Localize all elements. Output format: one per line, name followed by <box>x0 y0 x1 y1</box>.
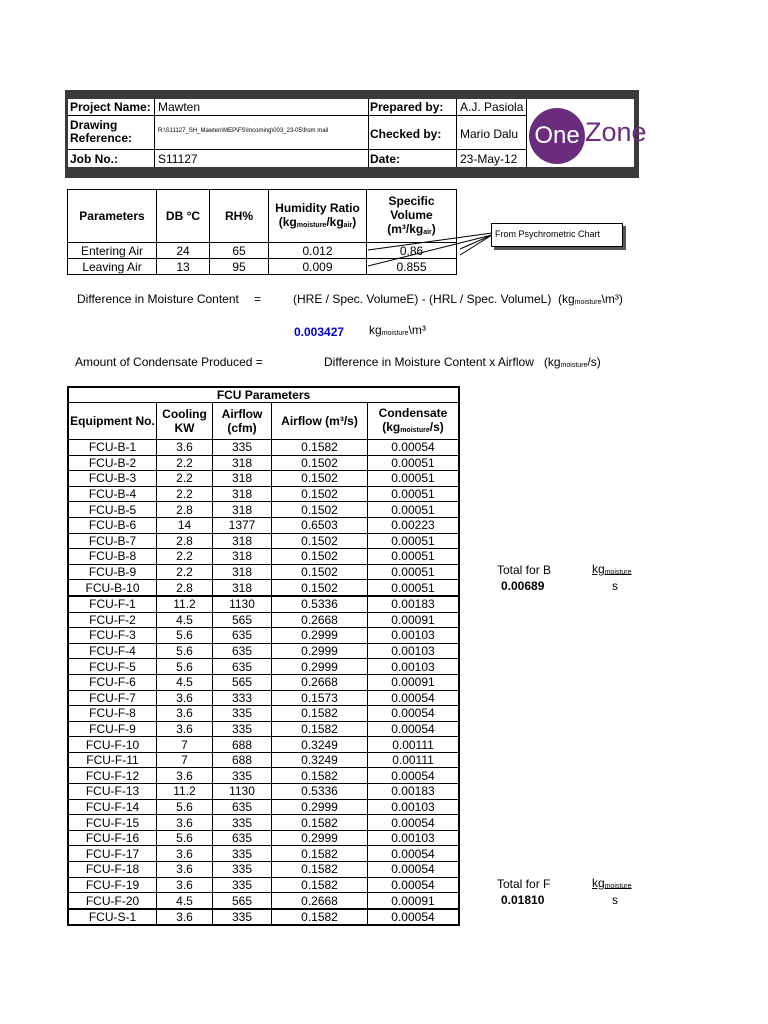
airflow-cfm-cell: 335 <box>213 862 272 878</box>
col-db: DB °C <box>157 190 210 243</box>
airflow-cfm-cell: 318 <box>213 564 272 580</box>
date-label: Date: <box>370 152 401 166</box>
airflow-m3s-cell: 0.1502 <box>272 533 368 549</box>
airflow-m3s-cell: 0.1582 <box>272 877 368 893</box>
col-airflow-m3s: Airflow (m³/s) <box>272 403 368 440</box>
equipment-no-cell: FCU-B-2 <box>68 455 157 471</box>
fcu-row <box>68 893 459 909</box>
cooling-kw-cell: 3.6 <box>157 690 213 706</box>
equals-sign: = <box>254 292 262 306</box>
fcu-row <box>68 706 459 722</box>
cooling-kw-cell: 5.6 <box>157 643 213 659</box>
airflow-cfm-cell: 318 <box>213 471 272 487</box>
airflow-cfm-cell: 635 <box>213 643 272 659</box>
fcu-row <box>68 486 459 502</box>
equipment-no-cell: FCU-F-14 <box>68 799 157 815</box>
equipment-no-cell: FCU-F-17 <box>68 846 157 862</box>
equipment-no-cell: FCU-F-11 <box>68 752 157 768</box>
airflow-m3s-cell: 0.2668 <box>272 612 368 628</box>
total-f-unit-denominator: s <box>612 893 618 907</box>
condensate-cell: 0.00111 <box>368 737 460 753</box>
equipment-no-cell: FCU-B-7 <box>68 533 157 549</box>
total-b-label: Total for B <box>497 563 552 577</box>
airflow-m3s-cell: 0.1502 <box>272 564 368 580</box>
equipment-no-cell: FCU-F-18 <box>68 862 157 878</box>
equipment-no-cell: FCU-B-5 <box>68 502 157 518</box>
airflow-m3s-cell: 0.2999 <box>272 659 368 675</box>
checked-by-label: Checked by: <box>370 127 442 141</box>
col-humidity-ratio: Humidity Ratio $(kg_{moisture}/kg_{air})$ <box>269 190 367 243</box>
airflow-m3s-cell: 0.1582 <box>272 909 368 926</box>
cooling-kw-cell: 11.2 <box>157 596 213 612</box>
fcu-row <box>68 471 459 487</box>
drawing-reference-label: Drawing Reference: <box>70 118 133 145</box>
condensate-cell: 0.00054 <box>368 768 460 784</box>
col-equipment-no: Equipment No. <box>68 403 157 440</box>
project-name-label: Project Name: <box>70 100 151 114</box>
job-no-value: S11127 <box>158 152 198 166</box>
condensate-label: Amount of Condensate Produced = <box>75 355 263 369</box>
cooling-kw-cell: 5.6 <box>157 830 213 846</box>
condensate-cell: 0.00183 <box>368 596 460 612</box>
equipment-no-cell: FCU-B-10 <box>68 580 157 596</box>
cooling-kw-cell: 4.5 <box>157 674 213 690</box>
equipment-no-cell: FCU-B-3 <box>68 471 157 487</box>
fcu-row <box>68 830 459 846</box>
equipment-no-cell: FCU-F-6 <box>68 674 157 690</box>
airflow-m3s-cell: 0.5336 <box>272 596 368 612</box>
equipment-no-cell: FCU-F-13 <box>68 784 157 800</box>
equipment-no-cell: FCU-F-9 <box>68 721 157 737</box>
airflow-m3s-cell: 0.1502 <box>272 455 368 471</box>
airflow-cfm-cell: 333 <box>213 690 272 706</box>
airflow-cfm-cell: 318 <box>213 455 272 471</box>
airflow-cfm-cell: 318 <box>213 549 272 565</box>
airflow-cfm-cell: 335 <box>213 909 272 926</box>
cooling-kw-cell: 2.2 <box>157 549 213 565</box>
prepared-by-value: A.J. Pasiola <box>460 100 524 114</box>
fcu-row <box>68 815 459 831</box>
equipment-no-cell: FCU-F-16 <box>68 830 157 846</box>
fcu-row <box>68 877 459 893</box>
airflow-m3s-cell: 0.2999 <box>272 799 368 815</box>
fcu-row <box>68 674 459 690</box>
airflow-cfm-cell: 635 <box>213 659 272 675</box>
fcu-row <box>68 846 459 862</box>
airflow-cfm-cell: 318 <box>213 580 272 596</box>
condensate-cell: 0.00051 <box>368 502 460 518</box>
airflow-m3s-cell: 0.1582 <box>272 862 368 878</box>
date-value: 23-May-12 <box>460 152 518 166</box>
fcu-row <box>68 517 459 533</box>
airflow-cfm-cell: 335 <box>213 440 272 456</box>
condensate-cell: 0.00054 <box>368 862 460 878</box>
condensate-cell: 0.00054 <box>368 690 460 706</box>
fcu-row <box>68 628 459 644</box>
cooling-kw-cell: 3.6 <box>157 877 213 893</box>
condensate-cell: 0.00054 <box>368 909 460 926</box>
leaving-air-row: Leaving Air 13 95 0.009 0.855 <box>68 259 457 275</box>
fcu-row <box>68 455 459 471</box>
condensate-cell: 0.00103 <box>368 628 460 644</box>
project-name-value: Mawten <box>158 100 201 114</box>
equipment-no-cell: FCU-F-12 <box>68 768 157 784</box>
airflow-m3s-cell: 0.1582 <box>272 440 368 456</box>
moisture-content-label: Difference in Moisture Content <box>77 292 239 306</box>
airflow-cfm-cell: 335 <box>213 768 272 784</box>
cooling-kw-cell: 3.6 <box>157 721 213 737</box>
airflow-m3s-cell: 0.1582 <box>272 721 368 737</box>
equipment-no-cell: FCU-F-19 <box>68 877 157 893</box>
fcu-parameters-table <box>67 386 460 926</box>
equipment-no-cell: FCU-F-1 <box>68 596 157 612</box>
airflow-cfm-cell: 335 <box>213 721 272 737</box>
fcu-table-title: FCU Parameters <box>68 387 459 403</box>
condensate-cell: 0.00051 <box>368 580 460 596</box>
fcu-row <box>68 752 459 768</box>
total-b-unit: $kg_{moisture}$ <box>592 562 632 576</box>
cooling-kw-cell: 3.6 <box>157 909 213 926</box>
condensate-cell: 0.00054 <box>368 440 460 456</box>
airflow-m3s-cell: 0.1502 <box>272 580 368 596</box>
equipment-no-cell: FCU-F-2 <box>68 612 157 628</box>
equipment-no-cell: FCU-F-8 <box>68 706 157 722</box>
total-f-label: Total for F <box>497 877 551 891</box>
equipment-no-cell: FCU-S-1 <box>68 909 157 926</box>
airflow-cfm-cell: 688 <box>213 752 272 768</box>
equipment-no-cell: FCU-F-4 <box>68 643 157 659</box>
job-no-label: Job No.: <box>70 152 118 166</box>
airflow-m3s-cell: 0.3249 <box>272 737 368 753</box>
fcu-row <box>68 862 459 878</box>
cooling-kw-cell: 2.2 <box>157 471 213 487</box>
condensate-cell: 0.00054 <box>368 706 460 722</box>
total-f-unit: $kg_{moisture}$ <box>592 876 632 890</box>
fcu-row <box>68 533 459 549</box>
airflow-cfm-cell: 335 <box>213 877 272 893</box>
condensate-cell: 0.00054 <box>368 846 460 862</box>
fcu-row <box>68 440 459 456</box>
airflow-m3s-cell: 0.1582 <box>272 815 368 831</box>
airflow-cfm-cell: 565 <box>213 674 272 690</box>
fcu-row <box>68 721 459 737</box>
airflow-m3s-cell: 0.2668 <box>272 674 368 690</box>
cooling-kw-cell: 2.2 <box>157 564 213 580</box>
condensate-cell: 0.00051 <box>368 455 460 471</box>
col-rh: RH% <box>210 190 269 243</box>
drawing-reference-value: R:\S11127_SH_Mawten\MEP\FS\Incoming\003_23-05\from mail <box>158 128 329 134</box>
airflow-cfm-cell: 688 <box>213 737 272 753</box>
fcu-row <box>68 909 459 926</box>
fcu-row <box>68 564 459 580</box>
airflow-m3s-cell: 0.1502 <box>272 549 368 565</box>
cooling-kw-cell: 3.6 <box>157 440 213 456</box>
equipment-no-cell: FCU-B-9 <box>68 564 157 580</box>
fcu-row <box>68 580 459 596</box>
airflow-m3s-cell: 0.1502 <box>272 486 368 502</box>
checked-by-value: Mario Dalu <box>460 127 519 141</box>
logo-circle: One <box>529 108 585 164</box>
condensate-cell: 0.00103 <box>368 799 460 815</box>
condensate-cell: 0.00111 <box>368 752 460 768</box>
total-b-value: 0.00689 <box>501 579 545 593</box>
fcu-row <box>68 799 459 815</box>
fcu-row <box>68 784 459 800</box>
cooling-kw-cell: 2.8 <box>157 533 213 549</box>
airflow-m3s-cell: 0.1573 <box>272 690 368 706</box>
condensate-cell: 0.00183 <box>368 784 460 800</box>
cooling-kw-cell: 7 <box>157 752 213 768</box>
airflow-cfm-cell: 1377 <box>213 517 272 533</box>
airflow-cfm-cell: 635 <box>213 628 272 644</box>
condensate-cell: 0.00091 <box>368 612 460 628</box>
total-b-unit-denominator: s <box>612 579 618 593</box>
airflow-cfm-cell: 335 <box>213 706 272 722</box>
airflow-cfm-cell: 335 <box>213 815 272 831</box>
condensate-cell: 0.00091 <box>368 893 460 909</box>
fcu-table-body <box>68 440 459 926</box>
airflow-cfm-cell: 635 <box>213 799 272 815</box>
cooling-kw-cell: 7 <box>157 737 213 753</box>
airflow-m3s-cell: 0.3249 <box>272 752 368 768</box>
col-parameters: Parameters <box>68 190 157 243</box>
cooling-kw-cell: 2.2 <box>157 486 213 502</box>
cooling-kw-cell: 3.6 <box>157 815 213 831</box>
fcu-row <box>68 502 459 518</box>
equipment-no-cell: FCU-B-8 <box>68 549 157 565</box>
equipment-no-cell: FCU-F-15 <box>68 815 157 831</box>
airflow-m3s-cell: 0.1582 <box>272 768 368 784</box>
fcu-row <box>68 612 459 628</box>
onezone-logo <box>525 104 647 166</box>
cooling-kw-cell: 5.6 <box>157 659 213 675</box>
condensate-cell: 0.00103 <box>368 643 460 659</box>
airflow-m3s-cell: 0.1582 <box>272 846 368 862</box>
fcu-row <box>68 643 459 659</box>
col-cooling-kw: Cooling KW <box>157 403 213 440</box>
condensate-cell: 0.00051 <box>368 471 460 487</box>
col-airflow-cfm: Airflow (cfm) <box>213 403 272 440</box>
col-specific-volume: Specific Volume $(m^3/kg_{air})$ <box>367 190 457 243</box>
airflow-m3s-cell: 0.6503 <box>272 517 368 533</box>
equipment-no-cell: FCU-B-6 <box>68 517 157 533</box>
equipment-no-cell: FCU-F-3 <box>68 628 157 644</box>
airflow-m3s-cell: 0.1502 <box>272 471 368 487</box>
equipment-no-cell: FCU-F-20 <box>68 893 157 909</box>
psychrometric-arrows <box>360 225 500 275</box>
airflow-m3s-cell: 0.2668 <box>272 893 368 909</box>
airflow-cfm-cell: 318 <box>213 533 272 549</box>
entering-air-row: Entering Air 24 65 0.012 0.86 <box>68 243 457 259</box>
airflow-m3s-cell: 0.5336 <box>272 784 368 800</box>
equipment-no-cell: FCU-F-10 <box>68 737 157 753</box>
prepared-by-label: Prepared by: <box>370 100 444 114</box>
airflow-m3s-cell: 0.2999 <box>272 830 368 846</box>
moisture-value-unit: $kg_{moisture}\backslash m^3$ <box>369 323 426 337</box>
cooling-kw-cell: 4.5 <box>157 893 213 909</box>
airflow-cfm-cell: 1130 <box>213 784 272 800</box>
airflow-m3s-cell: 0.1582 <box>272 706 368 722</box>
cooling-kw-cell: 3.6 <box>157 768 213 784</box>
airflow-cfm-cell: 1130 <box>213 596 272 612</box>
airflow-m3s-cell: 0.1502 <box>272 502 368 518</box>
equipment-no-cell: FCU-F-7 <box>68 690 157 706</box>
airflow-cfm-cell: 318 <box>213 486 272 502</box>
airflow-cfm-cell: 335 <box>213 846 272 862</box>
condensate-cell: 0.00054 <box>368 721 460 737</box>
airflow-cfm-cell: 635 <box>213 830 272 846</box>
condensate-cell: 0.00054 <box>368 815 460 831</box>
cooling-kw-cell: 3.6 <box>157 862 213 878</box>
cooling-kw-cell: 2.8 <box>157 580 213 596</box>
condensate-cell: 0.00103 <box>368 659 460 675</box>
airflow-m3s-cell: 0.2999 <box>272 628 368 644</box>
airflow-cfm-cell: 318 <box>213 502 272 518</box>
condensate-cell: 0.00223 <box>368 517 460 533</box>
cooling-kw-cell: 14 <box>157 517 213 533</box>
equipment-no-cell: FCU-B-4 <box>68 486 157 502</box>
fcu-row <box>68 737 459 753</box>
condensate-formula: Difference in Moisture Content x Airflow $(kg_{moisture}/s)$ <box>324 355 601 369</box>
condensate-cell: 0.00051 <box>368 533 460 549</box>
psychrometric-note: From Psychrometric Chart <box>491 223 623 247</box>
condensate-cell: 0.00091 <box>368 674 460 690</box>
cooling-kw-cell: 5.6 <box>157 799 213 815</box>
logo-wordmark: Zone <box>585 117 647 147</box>
fcu-row <box>68 768 459 784</box>
cooling-kw-cell: 3.6 <box>157 706 213 722</box>
equipment-no-cell: FCU-F-5 <box>68 659 157 675</box>
condensate-cell: 0.00051 <box>368 486 460 502</box>
moisture-value: 0.003427 <box>294 325 345 339</box>
fcu-row <box>68 659 459 675</box>
cooling-kw-cell: 3.6 <box>157 846 213 862</box>
airflow-m3s-cell: 0.2999 <box>272 643 368 659</box>
airflow-cfm-cell: 565 <box>213 612 272 628</box>
fcu-row <box>68 690 459 706</box>
total-f-value: 0.01810 <box>501 893 545 907</box>
cooling-kw-cell: 4.5 <box>157 612 213 628</box>
col-condensate: Condensate $(kg_{moisture}/s)$ <box>368 403 460 440</box>
condensate-cell: 0.00051 <box>368 564 460 580</box>
condensate-cell: 0.00051 <box>368 549 460 565</box>
fcu-row <box>68 596 459 612</box>
cooling-kw-cell: 2.8 <box>157 502 213 518</box>
fcu-row <box>68 549 459 565</box>
condensate-cell: 0.00103 <box>368 830 460 846</box>
cooling-kw-cell: 11.2 <box>157 784 213 800</box>
condensate-cell: 0.00054 <box>368 877 460 893</box>
airflow-cfm-cell: 565 <box>213 893 272 909</box>
moisture-formula: (HRE / Spec. VolumeE) - (HRL / Spec. VolumeL) $(kg_{moisture}\backslash m^3)$ <box>293 292 623 306</box>
equipment-no-cell: FCU-B-1 <box>68 440 157 456</box>
cooling-kw-cell: 5.6 <box>157 628 213 644</box>
cooling-kw-cell: 2.2 <box>157 455 213 471</box>
